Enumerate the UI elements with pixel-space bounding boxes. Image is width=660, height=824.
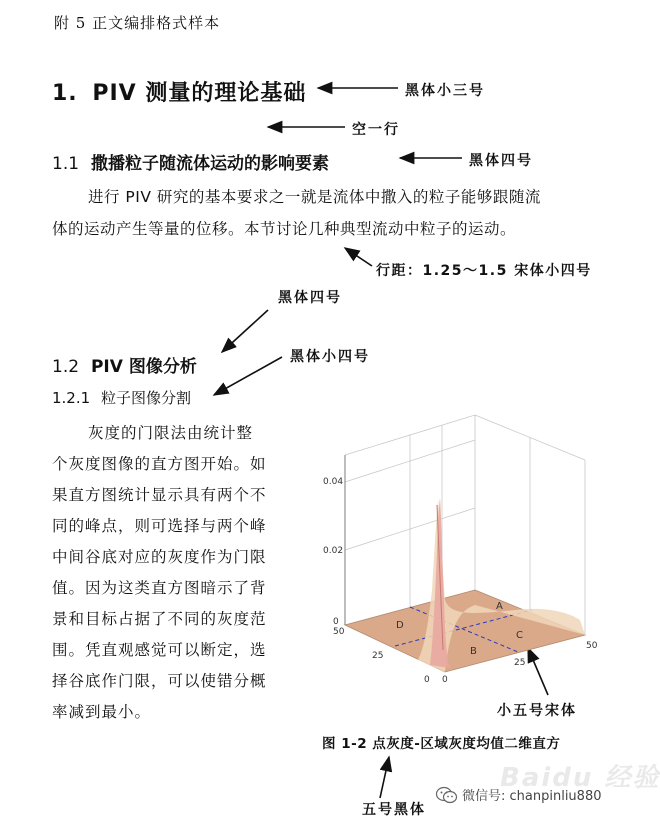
y-tick-label: 50 — [333, 627, 345, 637]
heading-1-2-1-number: 1.2.1 — [52, 389, 91, 407]
paragraph-2-line: 个灰度图像的直方图开始。如 — [52, 455, 267, 473]
arrow-line-spacing — [345, 248, 372, 266]
region-label-d: D — [396, 620, 404, 631]
region-label-a: A — [496, 601, 503, 612]
x-tick-label: 25 — [514, 658, 526, 668]
paragraph-2-line: 率减到最小。 — [52, 703, 152, 721]
y-tick-label: 0 — [424, 675, 430, 685]
paragraph-2-line: 灰度的门限法由统计整 — [88, 424, 254, 442]
paragraph-2-line: 果直方图统计显示具有两个不 — [52, 486, 267, 504]
annotation-h2b-font: 黑体四号 — [278, 290, 342, 306]
annotation-caption-font: 五号黑体 — [362, 802, 426, 818]
heading-1-1-number: 1.1 — [52, 154, 80, 174]
heading-1-title: PIV 测量的理论基础 — [92, 81, 307, 106]
wechat-icon — [436, 786, 458, 804]
histogram-3d-figure — [300, 410, 600, 700]
wechat-account-text: 微信号: chanpinliu880 — [462, 789, 602, 804]
annotation-h3-font: 黑体小四号 — [290, 349, 370, 365]
heading-1-2-title: PIV 图像分析 — [90, 357, 197, 377]
annotation-fig-font: 小五号宋体 — [497, 703, 577, 719]
paragraph-1-line-1: 进行 PIV 研究的基本要求之一就是流体中撒入的粒子能够跟随流 — [88, 188, 541, 206]
heading-1-1-title: 撒播粒子随流体运动的影响要素 — [90, 154, 329, 174]
paragraph-2-line: 值。因为这类直方图暗示了背 — [52, 579, 267, 597]
region-label-c: C — [516, 630, 523, 641]
heading-1-2-1 — [52, 387, 191, 408]
annotation-line-spacing: 行距：1.25～1.5 宋体小四号 — [376, 263, 592, 279]
y-tick-label: 25 — [372, 651, 384, 661]
x-tick-label: 0 — [442, 675, 448, 685]
heading-1-2-number: 1.2 — [52, 357, 80, 377]
heading-1-2 — [52, 352, 197, 377]
heading-1-2-1-title: 粒子图像分割 — [100, 389, 191, 407]
paragraph-2-line: 景和目标占据了不同的灰度范 — [52, 610, 267, 628]
arrow-h2b — [222, 310, 268, 352]
annotation-h1-font: 黑体小三号 — [405, 83, 485, 99]
paragraph-2-line: 同的峰点，则可选择与两个峰 — [52, 517, 267, 535]
heading-1-1 — [52, 149, 329, 174]
heading-1-number: 1. — [52, 81, 78, 106]
annotation-h2-font: 黑体四号 — [469, 153, 533, 169]
figure-caption: 图 1-2 点灰度-区域灰度均值二维直方 — [322, 736, 561, 752]
page-header: 附 5 正文编排格式样本 — [54, 14, 221, 32]
z-tick-label: 0.04 — [323, 477, 344, 487]
annotation-blank-line: 空一行 — [352, 122, 400, 138]
paragraph-2 — [52, 418, 267, 728]
z-tick-label: 0.02 — [323, 546, 344, 556]
paragraph-2-line: 择谷底作门限，可以使错分概 — [52, 672, 267, 690]
paragraph-2-line: 中间谷底对应的灰度作为门限 — [52, 548, 267, 566]
region-label-b: B — [470, 646, 477, 657]
z-tick-label: 0 — [333, 617, 339, 627]
paragraph-2-line: 围。凭直观感觉可以断定，选 — [52, 641, 267, 659]
arrow-h3 — [214, 357, 282, 395]
paragraph-1-line-2: 体的运动产生等量的位移。本节讨论几种典型流动中粒子的运动。 — [52, 220, 517, 238]
x-tick-label: 50 — [586, 641, 598, 651]
arrow-caption-font — [380, 757, 389, 798]
baidu-watermark-logo: Baidu 经验 — [500, 763, 660, 793]
wechat-watermark — [436, 785, 601, 804]
heading-1 — [52, 76, 306, 107]
